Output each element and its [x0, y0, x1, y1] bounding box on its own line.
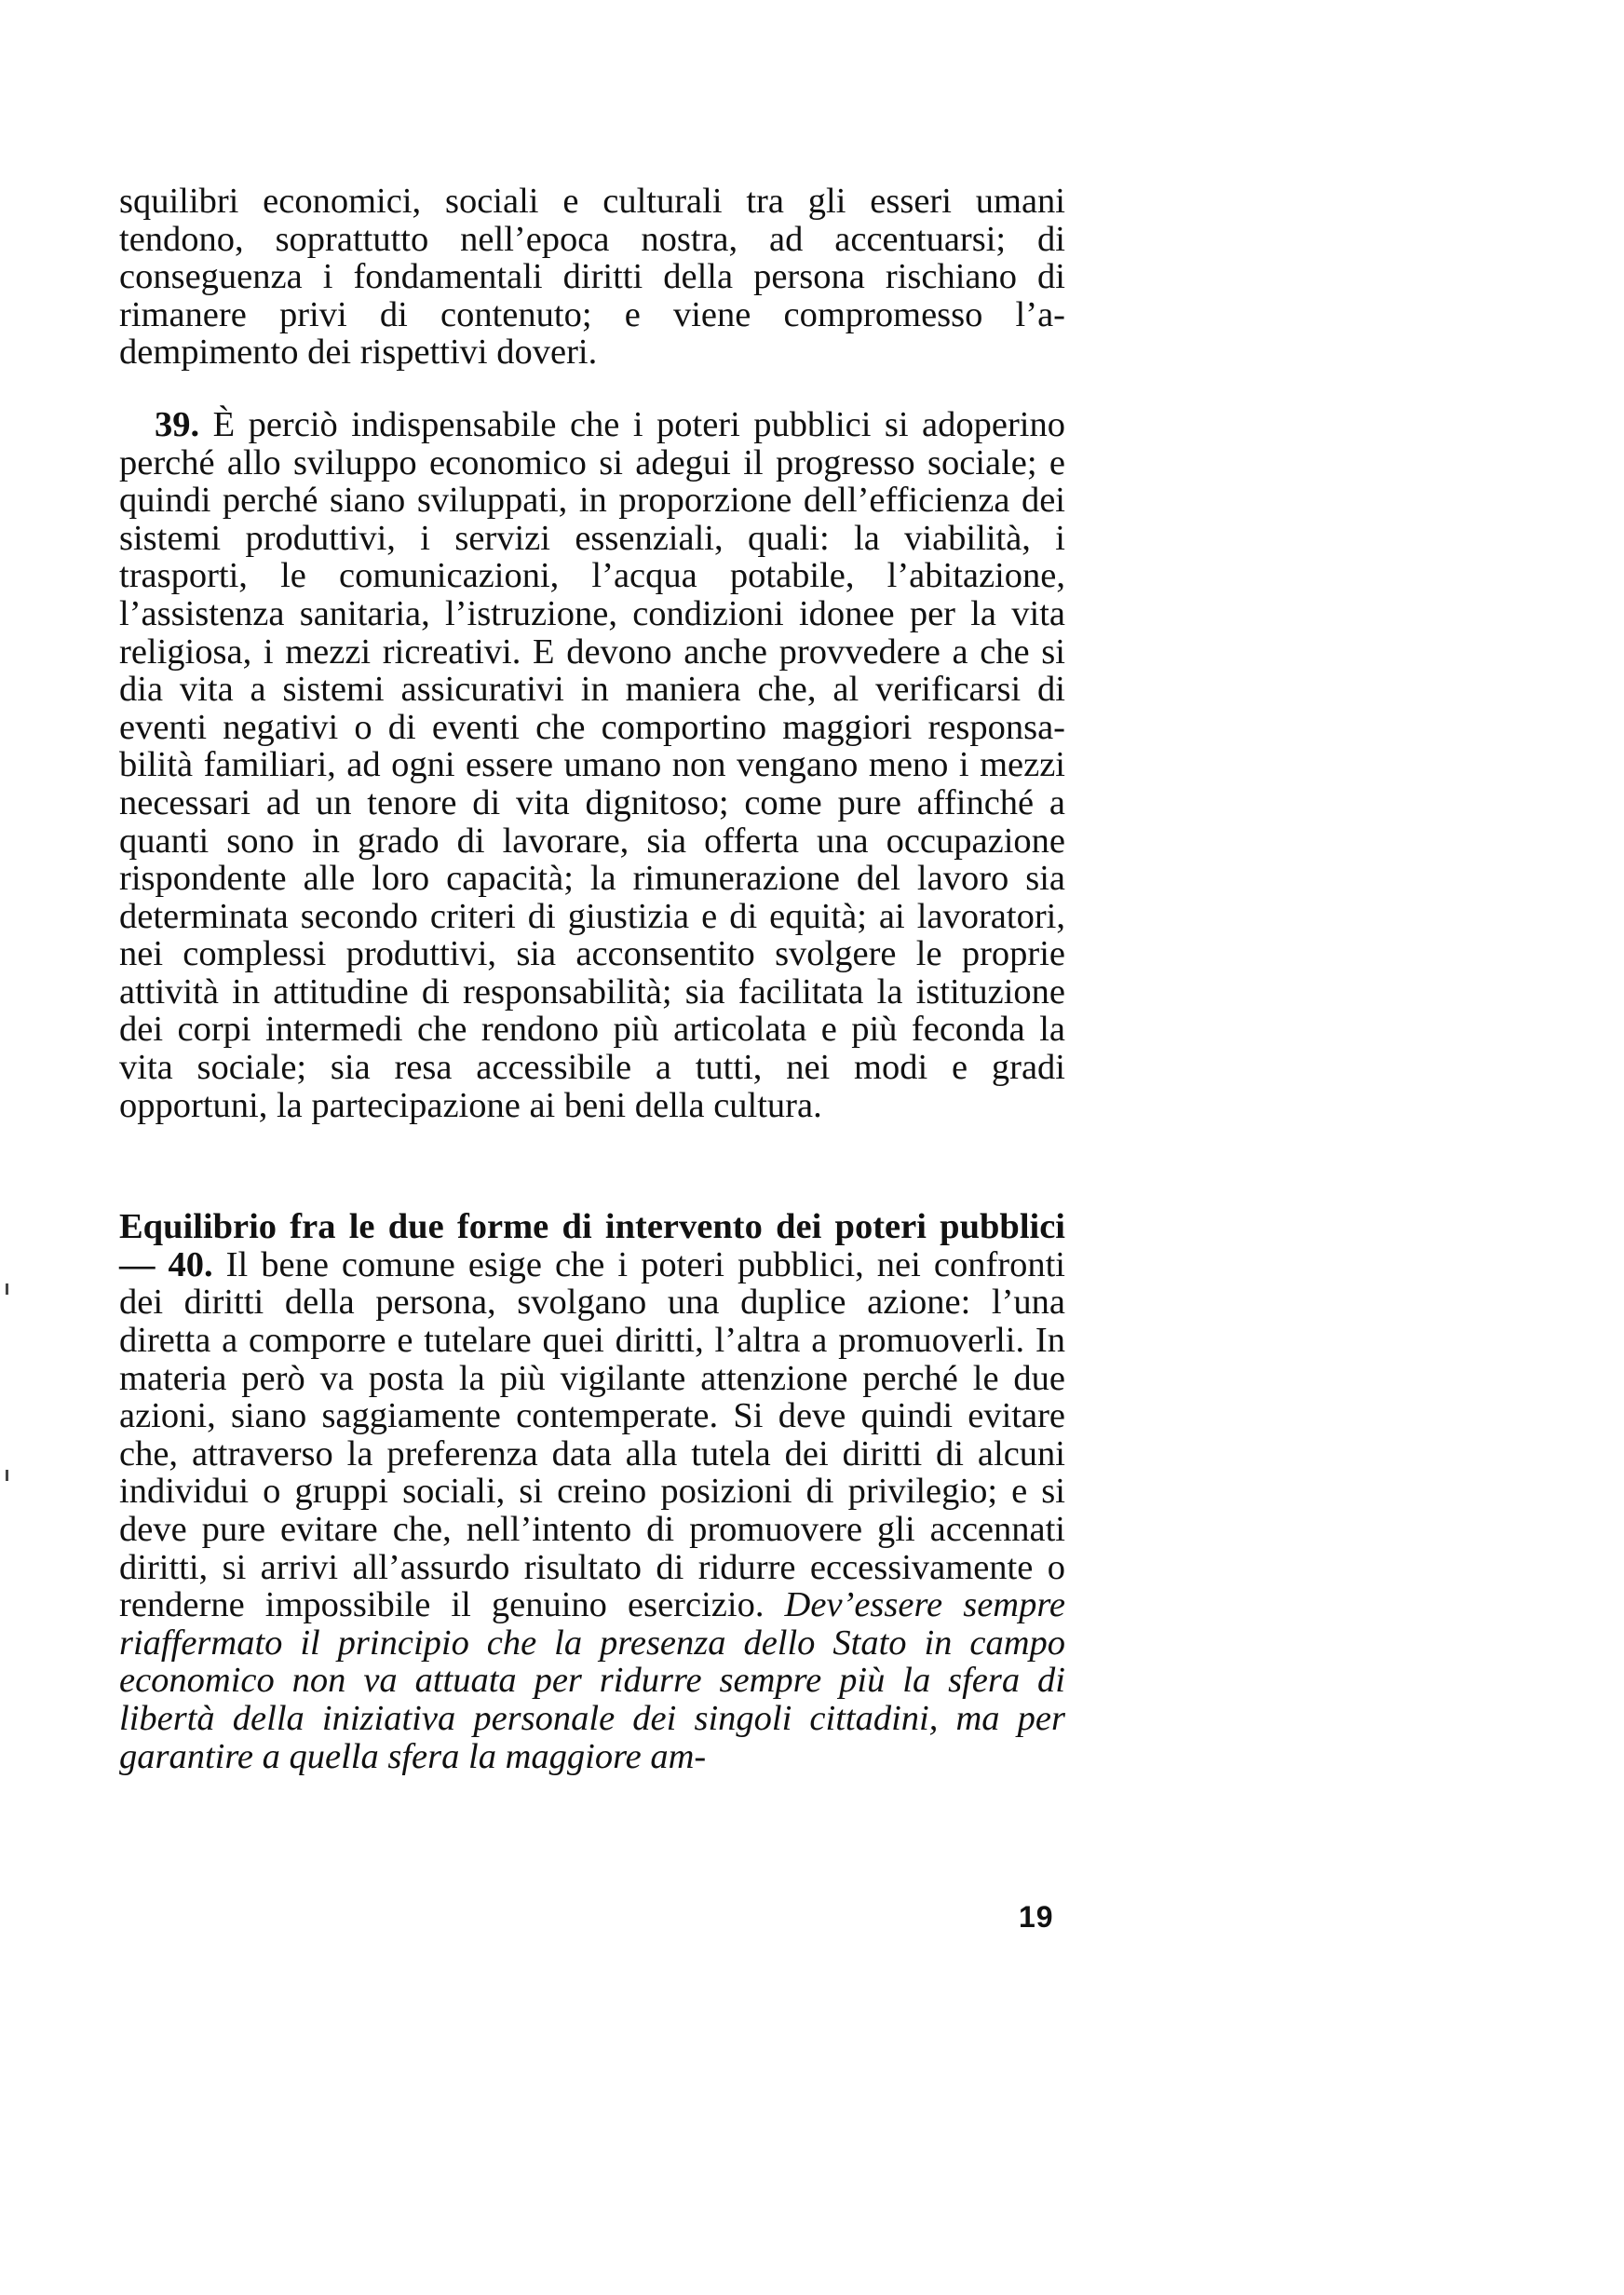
- scan-mark-left: [6, 1283, 8, 1295]
- paragraph-40: [119, 1208, 1065, 1775]
- paragraph-text: squilibri economici, sociali e culturali tra gli esseri umani tendono, soprattutto nell’epoca nostra, ad accentuarsi; di conseguenza i fondamentali diritti della persona rischiano di rimanere privi di contenuto; e viene compromesso l’adempimento dei rispettivi doveri.: [119, 182, 1065, 373]
- page-number: 19: [1019, 1900, 1054, 1934]
- paragraph-39: [119, 406, 1065, 1124]
- scan-mark-left-lower: [6, 1470, 8, 1481]
- paragraph-number: 39.: [155, 404, 200, 444]
- paragraph-text: È perciò indispensabile che i poteri pubblici si adoperino perché allo sviluppo economico si adegui il progresso sociale; e quindi perché siano sviluppati, in proporzione dell’efficienza dei sistemi produttivi, i servizi essenziali, quali: la viabilità, i trasporti, le comunicazioni, l’acqua potabile, l’abitazione, l’assistenza sanitaria, l’istruzione, condizioni idonee per la vita religiosa, i mezzi ricreativi. E devono anche provvedere a che si dia vita a sistemi assicurativi in maniera che, al verificarsi di eventi negativi o di eventi che comportino maggiori responsabilità familiari, ad ogni essere umano non vengano meno i mezzi necessari ad un tenore di vita dignitoso; come pure affinché a quanti sono in grado di lavorare, sia offerta una occupazione rispondente alle loro capacità; la rimunerazione del lavoro sia determinata secondo criteri di giustizia e di equità; ai lavoratori, nei complessi produttivi, sia acconsentito svolgere le proprie attività in attitudine di responsabilità; sia facilitata la istituzione dei corpi intermedi che rendono più articolata e più feconda la vita sociale; sia resa accessibile a tutti, nei modi e gradi opportuni, la partecipazione ai beni della cultura.: [119, 404, 1065, 1125]
- section-heading: Equilibrio fra le due forme di intervento dei poteri pubblici — 40.: [119, 1207, 1065, 1284]
- paragraph-text: Il bene comune esige che i poteri pubblici, nei confronti dei diritti della persona, svolgano una duplice azione: l’una diretta a comporre e tutelare quei diritti, l’altra a promuoverli. In materia però va posta la più vigilante attenzione perché le due azioni, siano saggiamente contemperate. Si deve quindi evitare che, attraverso la preferenza data alla tutela dei diritti di alcuni individui o gruppi sociali, si creino posizioni di privilegio; e si deve pure evitare che, nell’intento di promuovere gli accennati diritti, si arrivi all’assurdo risultato di ridurre eccessivamente o renderne impossibile il genuino esercizio.: [119, 1244, 1065, 1625]
- italic-passage: Dev’essere sempre riaffermato il principio che la presenza dello Stato in campo economico non va attuata per ridurre sempre più la sfera di libertà della iniziativa personale dei singoli cittadini, ma per garantire a quella sfera la maggiore am-: [119, 1585, 1065, 1776]
- page-body: [119, 183, 1065, 1775]
- paragraph-continuation: [119, 183, 1065, 372]
